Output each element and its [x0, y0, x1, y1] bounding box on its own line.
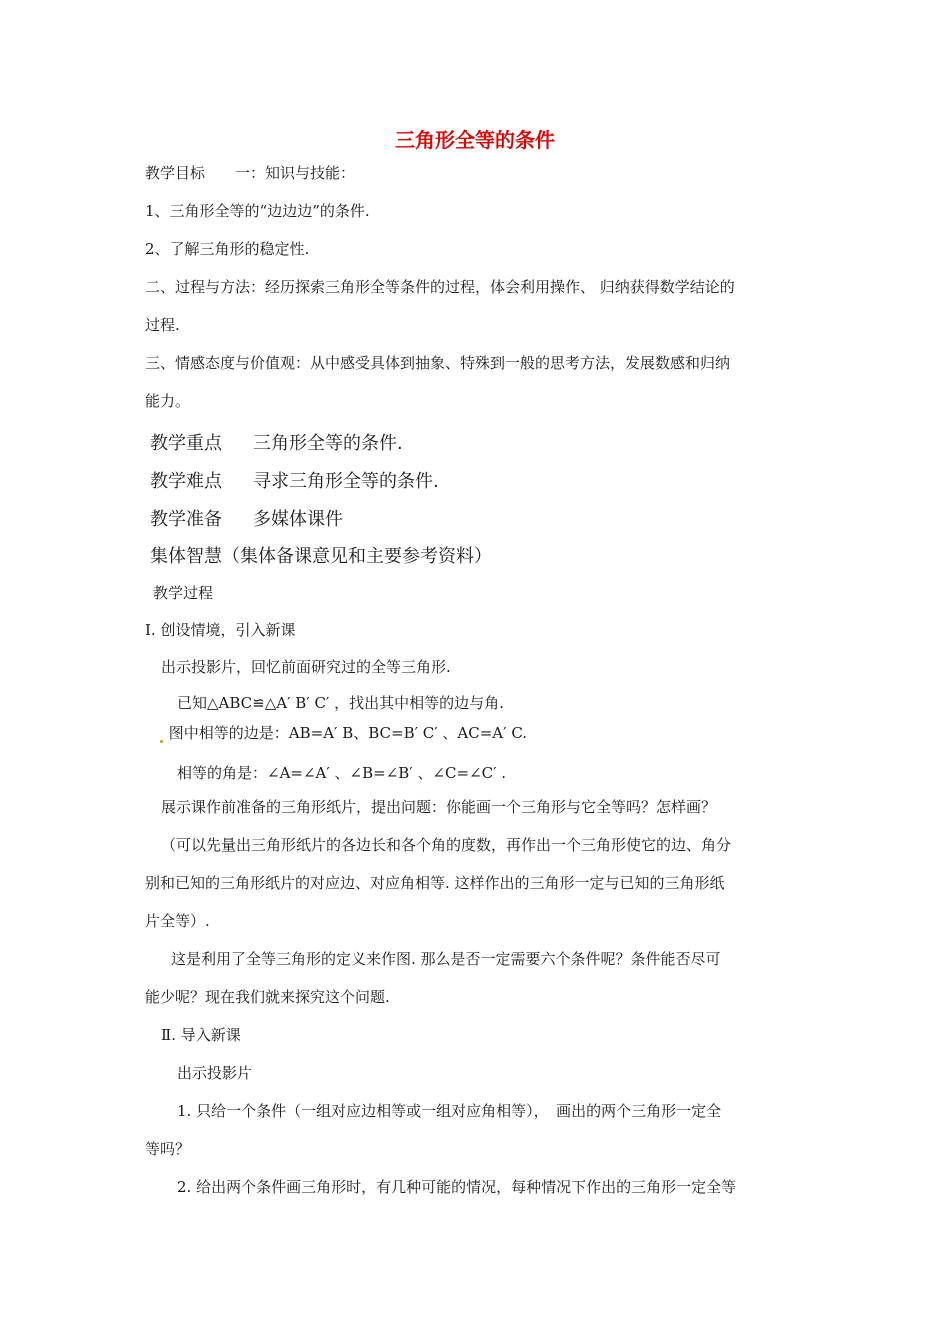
slide-label: 出示投影片: [177, 1064, 253, 1082]
process-method-line-2: 过程.: [145, 316, 180, 334]
teaching-goal-heading: 教学目标 一：知识与技能：: [145, 164, 356, 182]
question-1-line-1: 1. 只给一个条件（一组对应边相等或一组对应角相等）， 画出的两个三角形一定全: [177, 1102, 722, 1120]
key-point-value: 三角形全等的条件.: [253, 433, 403, 454]
difficulty-label: 教学难点: [150, 471, 222, 492]
preparation-label: 教学准备: [150, 509, 222, 530]
equal-sides-line: [159, 723, 527, 743]
given-triangles-line: 已知△ABC≌△A′ B′ C′ ，找出其中相等的边与角.: [177, 694, 504, 712]
hint-line-2: 别和已知的三角形纸片的对应边、对应角相等. 这样作出的三角形一定与已知的三角形纸: [145, 874, 725, 892]
question-1-line-2: 等吗？: [145, 1140, 191, 1158]
key-point-row: [150, 432, 403, 456]
definition-line-2: 能少呢？现在我们就来探究这个问题.: [145, 988, 390, 1006]
key-point-label: 教学重点: [150, 433, 222, 454]
difficulty-value: 寻求三角形全等的条件.: [253, 471, 439, 492]
section-1-heading: Ⅰ. 创设情境，引入新课: [145, 621, 296, 639]
paper-triangle-question: 展示课作前准备的三角形纸片，提出问题：你能画一个三角形与它全等吗？怎样画？: [161, 798, 717, 816]
collective-wisdom-heading: 集体智慧（集体备课意见和主要参考资料）: [150, 546, 492, 567]
hint-line-3: 片全等）.: [145, 912, 210, 930]
slide-intro-line: 出示投影片，回忆前面研究过的全等三角形.: [161, 658, 451, 676]
section-2-heading: Ⅱ. 导入新课: [161, 1026, 241, 1044]
question-2-line-1: 2. 给出两个条件画三角形时，有几种可能的情况，每种情况下作出的三角形一定全等: [177, 1178, 737, 1196]
goal-item-2: 2、了解三角形的稳定性.: [145, 240, 310, 258]
process-method-line-1: 二、过程与方法：经历探索三角形全等条件的过程，体会利用操作、 归纳获得数学结论的: [145, 278, 735, 296]
attitude-line-2: 能力。: [145, 392, 191, 410]
preparation-value: 多媒体课件: [253, 509, 343, 530]
equal-sides-text: 图中相等的边是：AB=A′ B、BC=B′ C′ 、AC=A′ C.: [168, 724, 528, 742]
preparation-row: [150, 508, 343, 532]
teaching-process-heading: 教学过程: [153, 584, 214, 602]
difficulty-row: [150, 470, 439, 494]
definition-line-1: 这是利用了全等三角形的定义来作图. 那么是否一定需要六个条件呢？条件能否尽可: [171, 950, 721, 968]
hint-line-1: （可以先量出三角形纸片的各边长和各个角的度数，再作出一个三角形使它的边、角分: [161, 836, 732, 854]
margin-mark: [160, 740, 163, 743]
attitude-line-1: 三、情感态度与价值观：从中感受具体到抽象、特殊到一般的思考方法，发展数感和归纳: [145, 354, 731, 372]
document-title: 三角形全等的条件: [395, 128, 555, 152]
equal-angles-line: 相等的角是：∠A=∠A′ 、∠B=∠B′ 、∠C=∠C′ .: [177, 764, 507, 782]
goal-item-1: 1、三角形全等的“边边边”的条件.: [145, 202, 370, 220]
